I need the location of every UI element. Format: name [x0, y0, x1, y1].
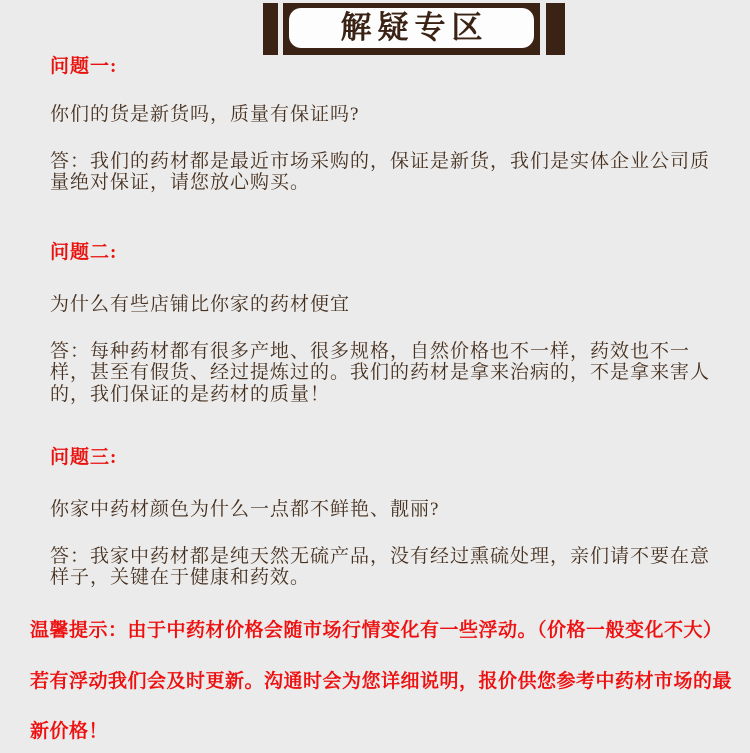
- question-1-label: 问题一:: [50, 56, 118, 77]
- banner-left-bar-decoration: [263, 3, 278, 55]
- page-title: 解疑专区: [340, 9, 489, 45]
- warm-tip-line-2: 若有浮动我们会及时更新。沟通时会为您详细说明，报价供您参考中药材市场的最: [30, 671, 733, 692]
- header-banner: [263, 3, 565, 55]
- question-3-label: 问题三:: [50, 447, 118, 468]
- banner-title-box: [283, 3, 540, 55]
- warm-tip-line-1: 温馨提示：由于中药材价格会随市场行情变化有一些浮动。（价格一般变化不大）: [30, 620, 723, 641]
- question-3-text: 你家中药材颜色为什么一点都不鲜艳、靓丽?: [50, 499, 440, 520]
- answer-3-text: 答：我家中药材都是纯天然无硫产品，没有经过熏硫处理，亲们请不要在意样子，关键在于健康和药效。: [50, 546, 711, 589]
- question-2-label: 问题二:: [50, 242, 118, 263]
- warm-tip-line-3: 新价格！: [30, 721, 109, 742]
- answer-2-text: 答：每种药材都有很多产地、很多规格，自然价格也不一样，药效也不一样，甚至有假货、经过提炼过的。我们的药材是拿来治病的，不是拿来害人的，我们保证的是药材的质量！: [50, 341, 711, 405]
- banner-right-bar-decoration: [546, 3, 565, 55]
- answer-1-text: 答：我们的药材都是最近市场采购的，保证是新货，我们是实体企业公司质量绝对保证，请您放心购买。: [50, 151, 711, 194]
- banner-title-inner-panel: [289, 8, 534, 48]
- question-2-text: 为什么有些店铺比你家的药材便宜: [50, 294, 351, 315]
- question-1-text: 你们的货是新货吗，质量有保证吗?: [50, 104, 360, 125]
